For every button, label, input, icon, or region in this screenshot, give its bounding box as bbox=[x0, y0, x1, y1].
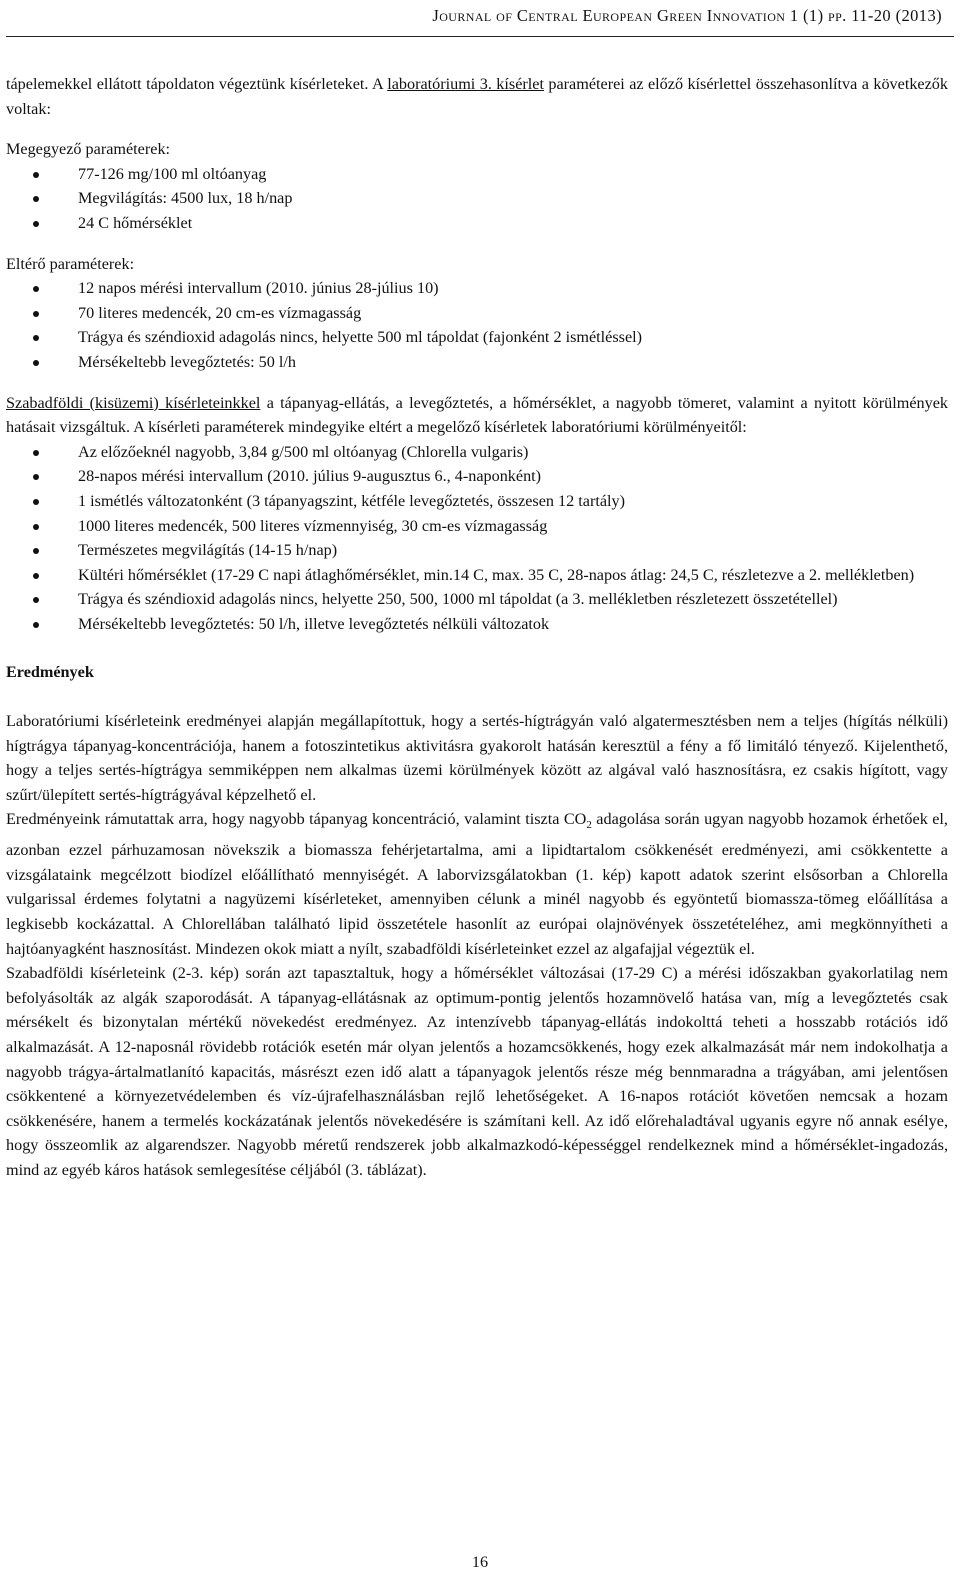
list-item: 1 ismétlés változatonként (3 tápanyagszint, kétféle levegőztetés, összesen 12 tartály) bbox=[6, 489, 948, 514]
list-item: Mérsékeltebb levegőztetés: 50 l/h, illetve levegőztetés nélküli változatok bbox=[6, 612, 948, 637]
list-item: 24 C hőmérséklet bbox=[6, 211, 948, 236]
list-item: Az előzőeknél nagyobb, 3,84 g/500 ml oltóanyag (Chlorella vulgaris) bbox=[6, 440, 948, 465]
list-item: 77-126 mg/100 ml oltóanyag bbox=[6, 162, 948, 187]
same-params-title: Megegyező paraméterek: bbox=[6, 140, 171, 159]
results-paragraph-3: Szabadföldi kísérleteink (2-3. kép) során azt tapasztaltuk, hogy a hőmérséklet változásai (17-29 C) a mérési időszakban gyakorlatilag nem befolyásolták az algák szaporodását. A tápanyag-ellátásnak az optimum-pontig jelentős hozamnövelő hatása van, míg a levegőztetés csak mérsékelt és bizonytalan mértékű növekedést eredményez. Az intenzívebb tápanyag-ellátás indokolttá teheti a hosszabb rotációs idő alkalmazását. A 12-naposnál rövidebb rotációk esetén már olyan jelentős a hozamcsökkenés, hogy ezek alkalmazását már nem indokolhatja a nagyobb trágya-ártalmatlanító kapacitás, másrészt ezen idő alatt a tápanyagok jelentős része még bennmaradna a trágyában, ami jelentősen csökkentené a környezetvédelemben és víz-újrafelhasználásban rejlő lehetőségeket. A 16-napos rotációt követően nemcsak a hozam csökkenésére, hanem a termelés kockázatának jelentős növekedésére is számítani kell. Az idő előrehaladtával ugyanis egyre nő annak esélye, hogy összeomlik az algarendszer. Nagyobb méretű rendszerek jobb alkalmazkodó-képességgel rendelkeznek mind a hőmérséklet-ingadozás, mind az egyéb káros hatások semlegesítése céljából (3. táblázat). bbox=[6, 964, 948, 1179]
intro-text-a: tápelemekkel ellátott tápoldaton végeztünk kísérleteket. A bbox=[6, 75, 388, 93]
list-item: Kültéri hőmérséklet (17-29 C napi átlaghőmérséklet, min.14 C, max. 35 C, 28-napos átlag: 24,5 C, részletezve a 2. mellékletben) bbox=[6, 563, 948, 588]
field-experiments-ref: Szabadföldi (kisüzemi) kísérleteinkkel bbox=[6, 393, 261, 412]
field-paragraph-text: a tápanyag-ellátás, a levegőztetés, a hőmérséklet, a nagyobb tömeret, valamint a nyitott körülmények hatásait vizsgáltuk. A kísérleti paraméterek mindegyike eltért a megelőző kísérletek laboratóriumi körülményeitől: bbox=[6, 393, 948, 437]
diff-params-list bbox=[6, 276, 948, 374]
lab-experiment-3-ref: laboratóriumi 3. kísérlet bbox=[387, 75, 544, 93]
intro-text-b: paraméterei az előző kísérlettel összehasonlítva a következők voltak: bbox=[6, 75, 948, 118]
field-paragraph bbox=[6, 391, 948, 440]
results-paragraph-1: Laboratóriumi kísérleteink eredményei alapján megállapítottuk, hogy a sertés-hígtrágyán való algatermesztésben nem a teljes (hígítás nélküli) hígtrágya tápanyag-koncentrációja, hanem a fotoszintetikus aktivitásra gyakorolt hatásán keresztül a fény a fő limitáló tényező. Kijelenthető, hogy a teljes sertés-hígtrágya semmiképpen nem alkalmas üzemi körülmények között az algával való hasznosításra, ez csakis hígított, vagy szűrt/ülepített sertés-hígtrágyával képzelhető el. bbox=[6, 712, 948, 804]
list-item: Trágya és széndioxid adagolás nincs, helyette 500 ml tápoldat (fajonként 2 ismétléssel) bbox=[6, 325, 948, 350]
list-item: 28-napos mérési intervallum (2010. július 9-augusztus 6., 4-naponként) bbox=[6, 464, 948, 489]
list-item: Mérsékeltebb levegőztetés: 50 l/h bbox=[6, 350, 948, 375]
list-item: Megvilágítás: 4500 lux, 18 h/nap bbox=[6, 186, 948, 211]
results-heading: Eredmények bbox=[6, 663, 94, 682]
results-paragraph-2 bbox=[6, 807, 948, 961]
list-item: 12 napos mérési intervallum (2010. június 28-július 10) bbox=[6, 276, 948, 301]
field-params-list bbox=[6, 440, 948, 637]
co2-subscript: 2 bbox=[586, 819, 592, 832]
results-p2-text-b: adagolása során ugyan nagyobb hozamok érhetőek el, azonban ezzel párhuzamosan növekszik a biomassza fehérjetartalma, ami a lipidtartalom csökkenését eredményezi, ami csökkentette a vizsgálataink megcélzott biodízel előállítható mennyiségét. A laborvizsgálatokban (1. kép) kapott adatok szerint elsősorban a Chlorella vulgarissal érdemes folytatni a nagyüzemi kísérleteket, amennyiben célunk a minél nagyobb és egyöntetű biomassza-tömeg előállítása a legkisebb kockázattal. A Chlorellában található lipid összetétele hasonlít az európai olajnövények összetételéhez, ami megkönnyítheti a hajtóanyagként hasznosítást. Mindezen okok miatt a nyílt, szabadföldi kísérleteinket ezzel az algafajjal végeztük el. bbox=[6, 810, 948, 958]
journal-header: Journal of Central European Green Innovation 1 (1) pp. 11-20 (2013) bbox=[432, 6, 942, 25]
header-rule bbox=[6, 36, 954, 37]
diff-params-title: Eltérő paraméterek: bbox=[6, 254, 135, 273]
same-params-list bbox=[6, 162, 948, 236]
list-item: Természetes megvilágítás (14-15 h/nap) bbox=[6, 538, 948, 563]
list-item: Trágya és széndioxid adagolás nincs, helyette 250, 500, 1000 ml tápoldat (a 3. mellékletben részletezett összetétellel) bbox=[6, 587, 948, 612]
list-item: 1000 literes medencék, 500 literes vízmennyiség, 30 cm-es vízmagasság bbox=[6, 514, 948, 539]
page-number: 16 bbox=[471, 1553, 489, 1571]
intro-paragraph bbox=[6, 72, 948, 121]
results-p2-text-a: Eredményeink rámutattak arra, hogy nagyobb tápanyag koncentráció, valamint tiszta CO bbox=[6, 810, 587, 829]
list-item: 70 literes medencék, 20 cm-es vízmagasság bbox=[6, 301, 948, 326]
page-content bbox=[6, 72, 948, 1183]
